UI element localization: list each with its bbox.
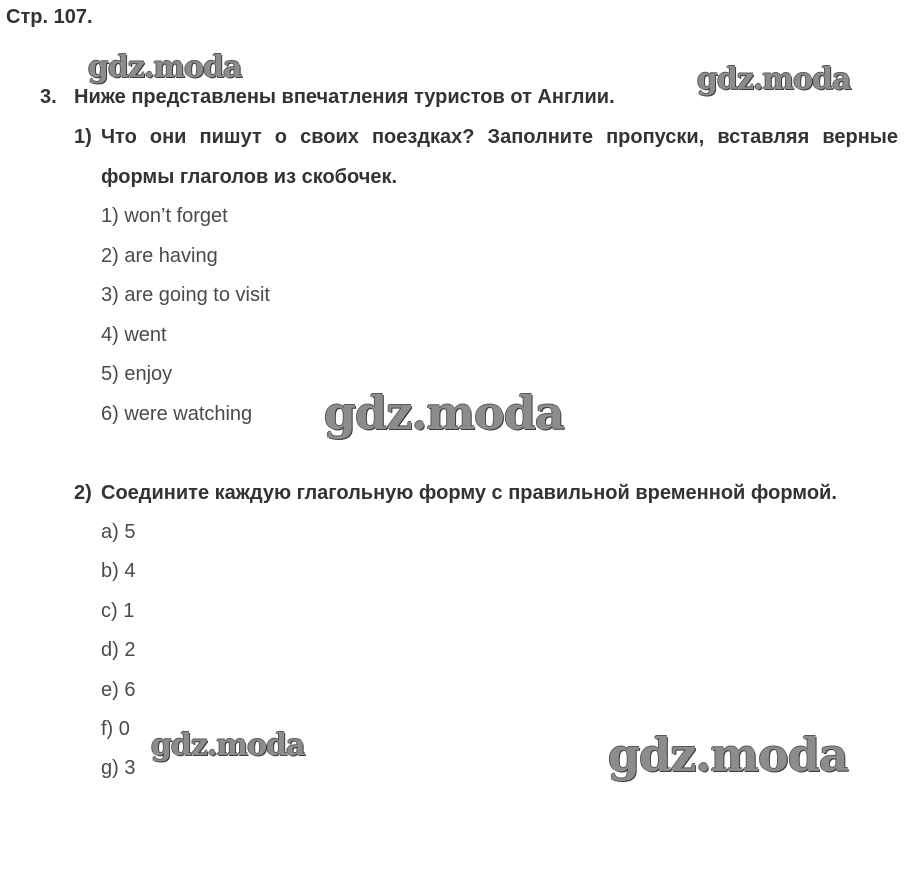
watermark: gdz.moda [151,728,305,763]
subtask-2-answers [74,513,898,789]
subtask-2-heading [74,473,898,513]
subtask-1-text: Что они пишут о своих поездках? Заполните пропуски, вставляя верные формы глаголов из скобочек. [101,126,898,188]
task-number: 3. [40,86,57,108]
answer-item: 4) went [101,323,167,346]
answer-item: e) 6 [101,678,136,701]
subtask-1-answers [74,197,898,435]
subtask-1-number: 1) [74,126,92,148]
answer-item: 5) enjoy [101,363,173,386]
answer-item: a) 5 [101,521,136,543]
subtask-1 [74,117,898,435]
subtask-1-heading [74,117,898,197]
answer-item: 1) won’t forget [101,205,228,227]
subtask-2-number: 2) [74,482,92,504]
watermark: gdz.moda [324,386,564,440]
answer-item: b) 4 [101,560,136,583]
answer-item: 2) are having [101,244,218,267]
answer-item: g) 3 [101,757,136,780]
answer-item: d) 2 [101,639,136,662]
answer-item: c) 1 [101,599,135,622]
watermark: gdz.moda [697,62,851,97]
watermark: gdz.moda [608,728,848,782]
task-text: Ниже представлены впечатления туристов от Англии. [74,86,615,108]
answer-item: 3) are going to visit [101,284,270,307]
watermark: gdz.moda [88,50,242,85]
task-heading [40,86,615,109]
answer-item: 6) were watching [101,402,253,425]
subtask-2 [74,473,898,789]
page-label: Стр. 107. [6,6,93,28]
subtask-2-text: Соедините каждую глагольную форму с правильной временной формой. [101,482,837,504]
answer-item: f) 0 [101,717,130,740]
